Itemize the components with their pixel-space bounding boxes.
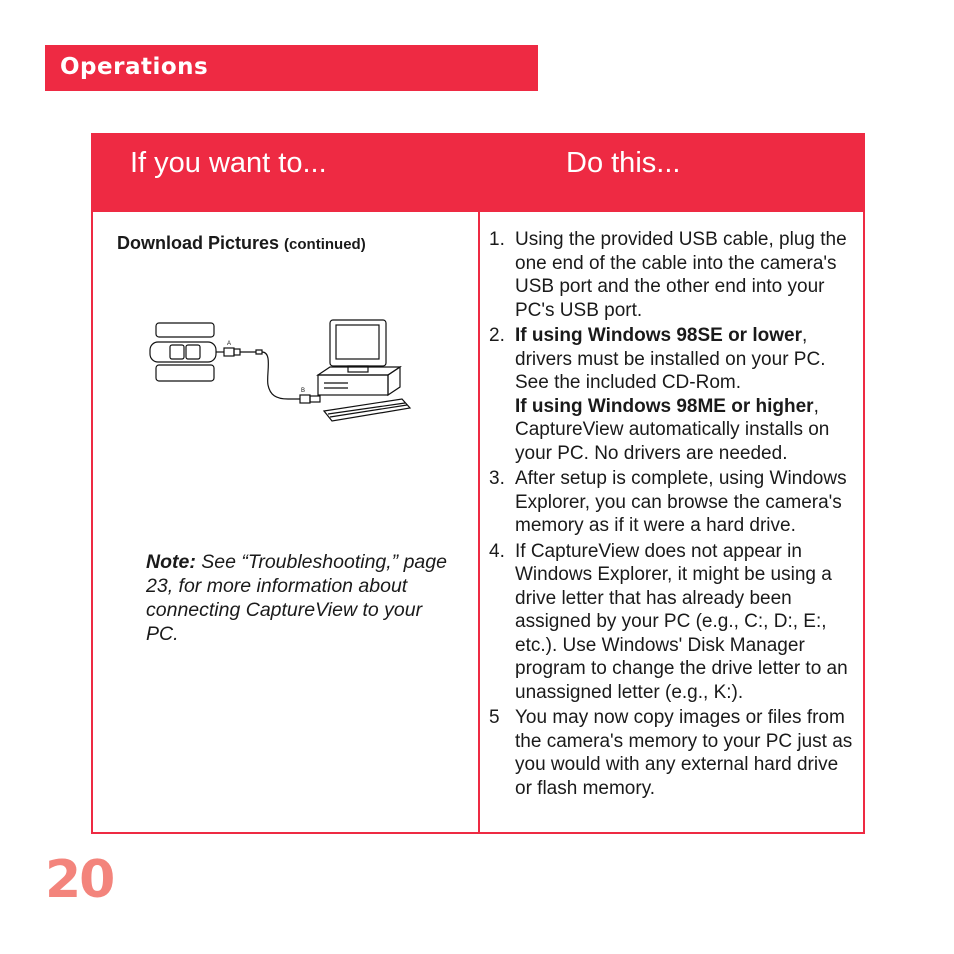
steps-list [489,228,854,802]
step-item [489,324,854,466]
column-header-right: Do this... [566,147,681,179]
step-text: If CaptureView does not appear in Windows Explorer, it might be using a drive letter that has already been assigned by your PC (e.g., C:, D:, E:, etc.). Use Windows' Disk Manager program to change the drive letter to an unassigned letter (e.g., K:). [515,540,848,704]
step-item [489,228,854,322]
task-title [117,233,366,254]
page-number: 20 [45,850,114,910]
step-bold-text: If using Windows 98SE or lower [515,324,802,346]
column-divider [478,137,480,834]
task-title-text: Download Pictures [117,233,280,253]
task-subtitle: (continued) [284,236,366,253]
step-text: You may now copy images or files from the camera's memory to your PC just as you would with any external hard drive or flash memory. [515,707,853,800]
section-header-bar [45,45,538,91]
plug-b-label: B [301,388,306,394]
step-item [489,467,854,538]
plug-a-label: A [227,341,232,347]
step-text: , CaptureView automatically installs on your PC. No drivers are needed. [515,395,830,464]
column-header-left: If you want to... [130,147,327,179]
step-text: , drivers must be installed on your PC. See the included CD-Rom. [515,324,826,394]
note-label: Note: [146,551,196,573]
usb-connection-illustration [148,315,418,445]
step-text: After setup is complete, using Windows Explorer, you can browse the camera's memory as if it were a hard drive. [515,468,847,537]
step-number: 1. [489,229,505,250]
step-item [489,540,854,705]
section-title: Operations [60,54,209,80]
instruction-table [91,133,865,834]
step-number: 3. [489,468,505,490]
note [146,550,456,646]
step-number: 4. [489,540,505,562]
note-text: See “Troubleshooting,” page 23, for more information about connecting CaptureView to your PC. [146,551,447,645]
step-number: 2. [489,324,505,346]
step-item [489,706,854,800]
step-bold-text: If using Windows 98ME or higher [515,395,814,417]
step-number: 5 [489,707,500,729]
step-text: Using the provided USB cable, plug the one end of the cable into the camera's USB port and the other end into your PC's USB port. [515,229,847,321]
